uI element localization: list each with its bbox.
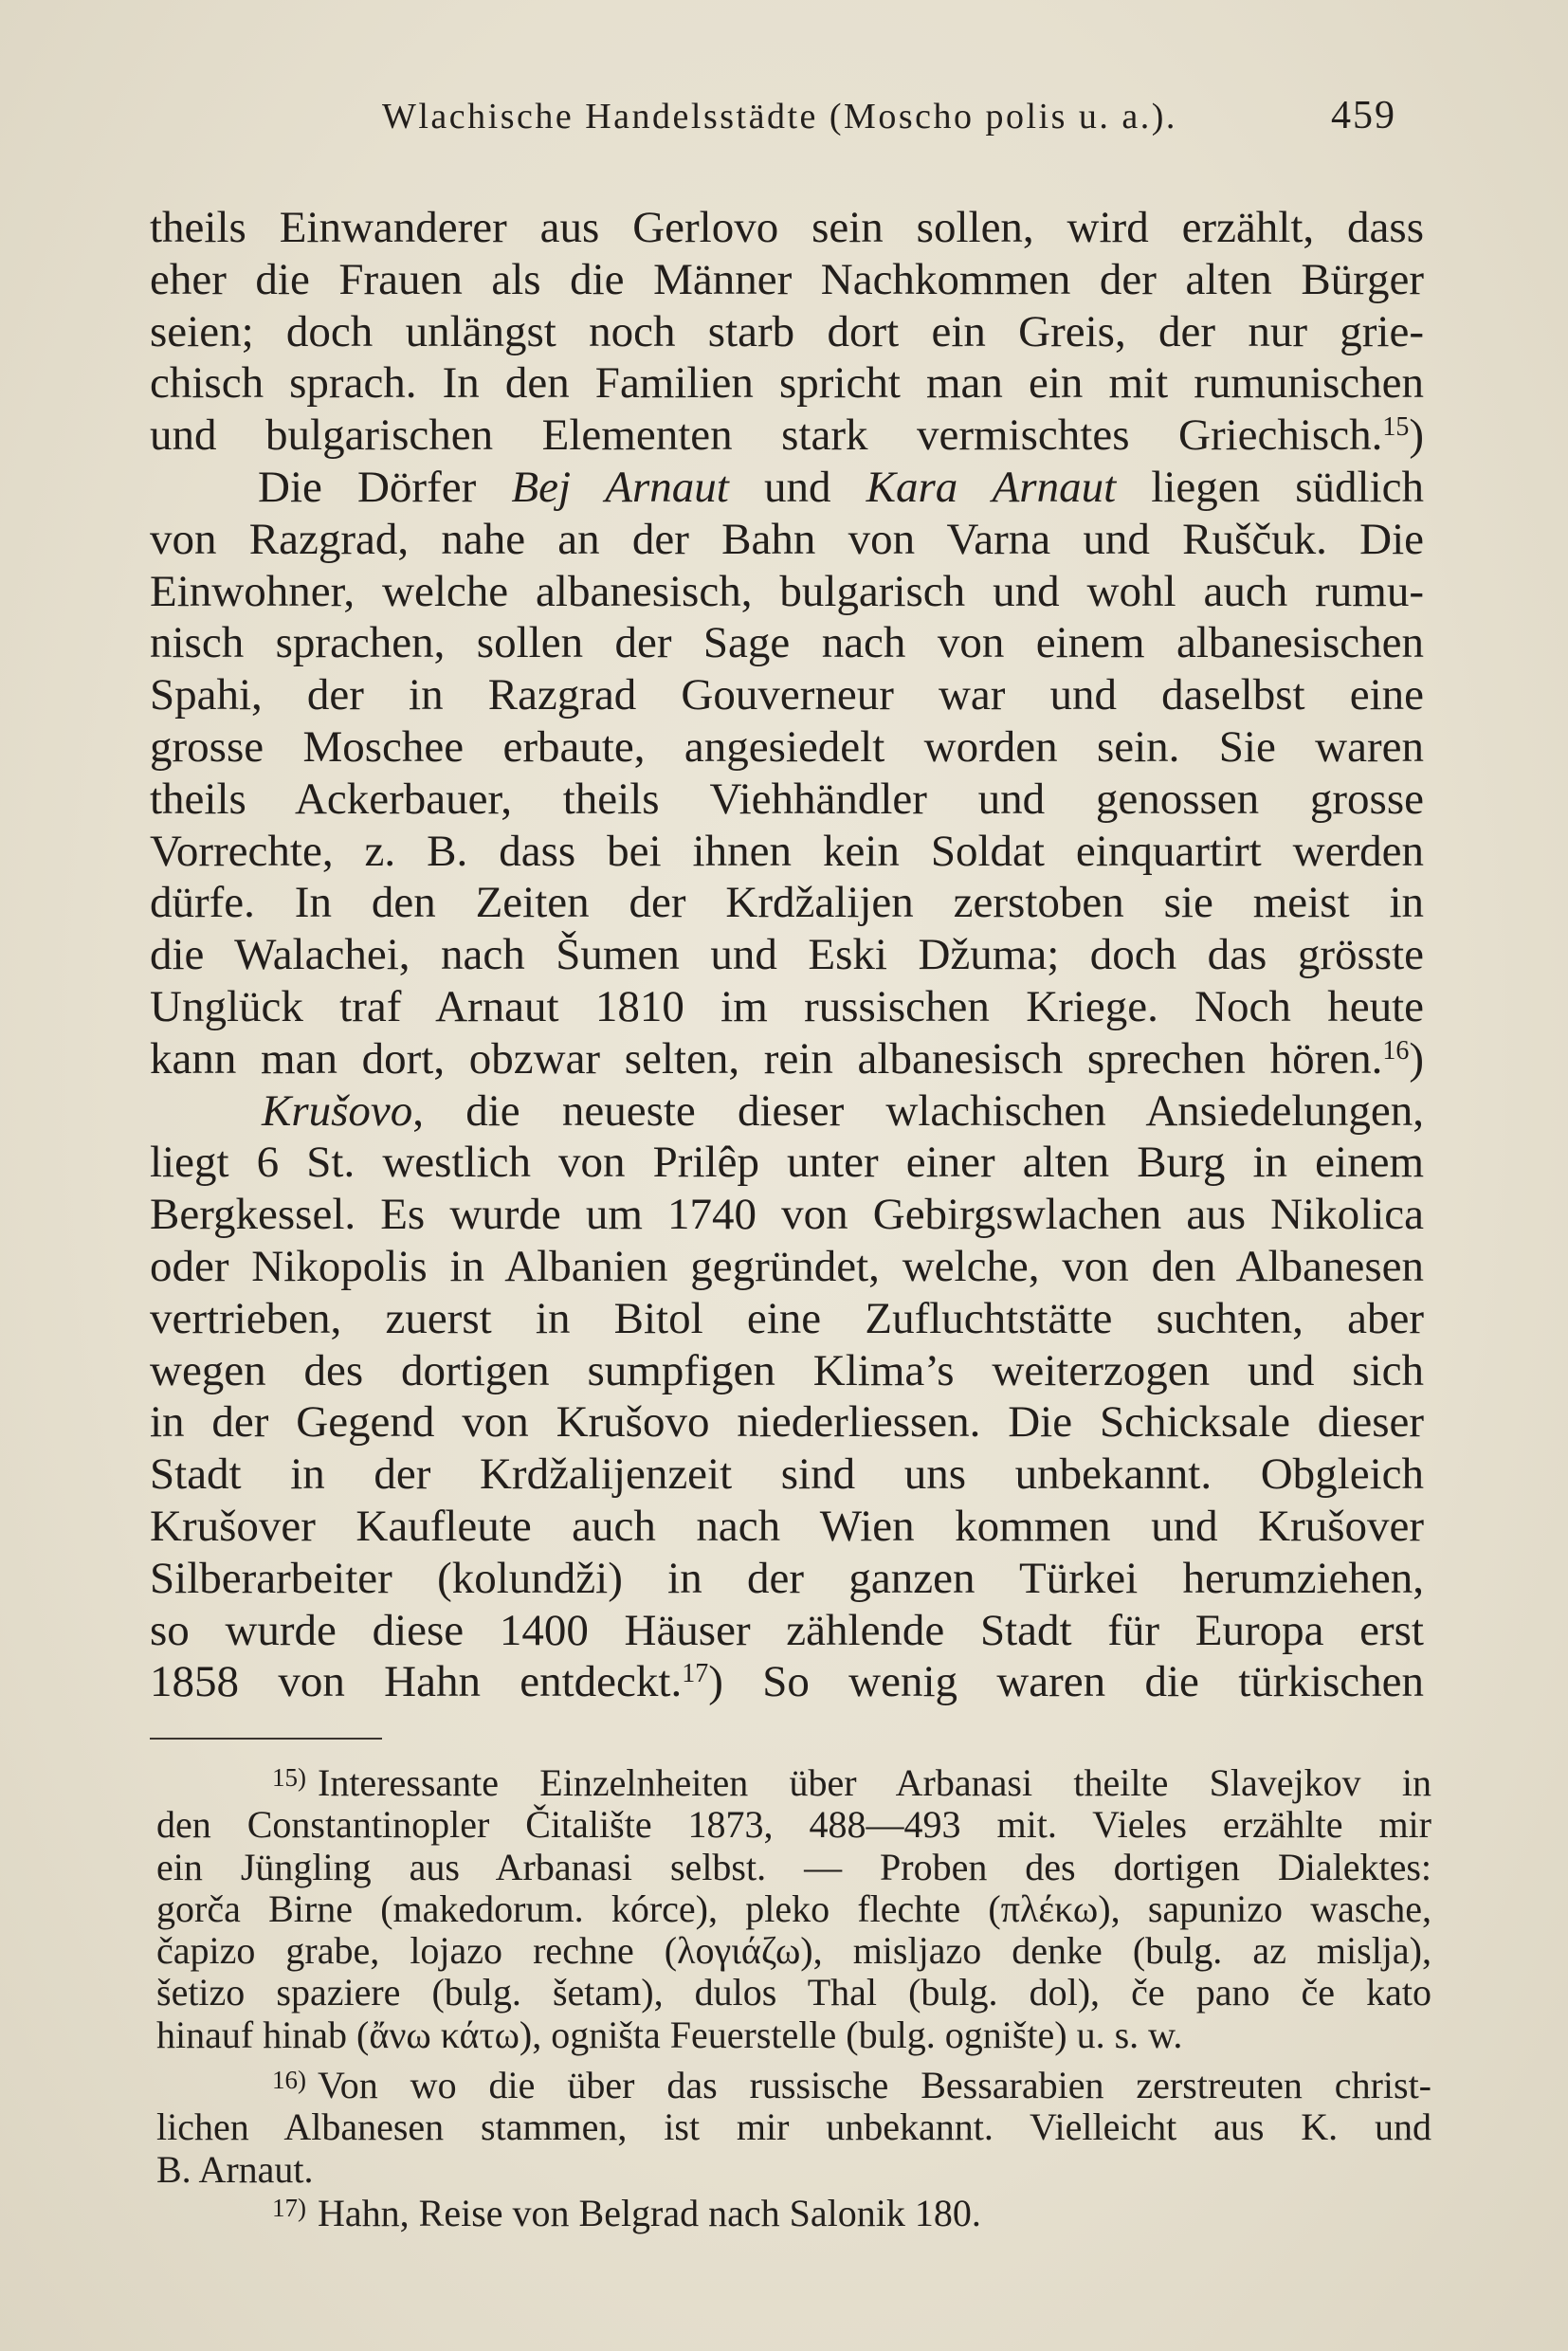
body-line: dürfe. In den Zeiten der Krdžalijen zerstoben sie meist in [150,878,1424,928]
running-title: Wlachische Handelsstädte (Moscho polis u. a.). [382,97,1177,137]
footnote-line [156,2193,1431,2234]
body-line: die Walachei, nach Šumen und Eski Džuma; doch das grösste [150,930,1424,980]
body-text [150,202,1424,1708]
footnote-reference: 17 [682,1659,709,1689]
body-line [150,1085,1424,1138]
footnote-line: čapizo grabe, lojazo rechne (λογιάζω), misljazo denke (bulg. az mislja), [156,1929,1431,1973]
body-line: wegen des dortigen sumpfigen Klima’s weiterzogen und sich [150,1345,1424,1395]
footnote-17 [156,2193,1431,2234]
body-line: Unglück traf Arnaut 1810 im russischen Kriege. Noch heute [150,981,1424,1031]
body-line-text: und [728,462,866,512]
footnote-reference: 15 [1382,412,1410,443]
footnote-separator [150,1738,382,1740]
body-line: nisch sprachen, sollen der Sage nach von einem albanesischen [150,618,1424,668]
body-line: von Razgrad, nahe an der Bahn von Varna und Ruščuk. Die [150,514,1424,564]
body-line-text: liegen südlich [1116,462,1424,512]
body-line [150,1656,1424,1708]
italic-place-name: Kara Arnaut [866,462,1117,512]
body-line: theils Einwanderer aus Gerlovo sein sollen, wird erzählt, dass [150,203,1424,252]
body-line-text: ) So wenig waren die türkischen [708,1657,1424,1707]
body-line: vertrieben, zuerst in Bitol eine Zufluchtstätte suchten, aber [150,1293,1424,1343]
body-line: theils Ackerbauer, theils Viehhändler und genossen grosse [150,774,1424,824]
body-line: grosse Moschee erbaute, angesiedelt worden sein. Sie waren [150,721,1424,772]
footnote-text: Hahn, Reise von Belgrad nach Salonik 180. [318,2192,981,2234]
footnote-label: 16) [272,2066,306,2094]
body-line-text: Die Dörfer [258,462,512,512]
body-line: Krušover Kaufleute auch nach Wien kommen und Krušover [150,1501,1424,1551]
footnote-line [156,1762,1431,1804]
body-line-text: und bulgarischen Elementen stark vermischtes Griechisch. [150,410,1383,461]
body-line: seien; doch unlängst noch starb dort ein Greis, der nur grie- [150,306,1424,356]
italic-place-name: Krušovo [262,1085,413,1136]
body-line: in der Gegend von Krušovo niederliessen. Die Schicksale dieser [150,1397,1424,1448]
body-line-text: 1858 von Hahn entdeckt. [150,1657,683,1707]
footnote-16 [156,2065,1431,2191]
body-line: eher die Frauen als die Männer Nachkommen der alten Bürger [150,254,1424,304]
body-line-text: ) [1409,410,1424,461]
body-line: Bergkessel. Es wurde um 1740 von Gebirgswlachen aus Nikolica [150,1190,1424,1240]
footnote-line: den Constantinopler Čitalište 1873, 488—493 mit. Vieles erzählte mir [156,1803,1431,1847]
body-line [150,462,1424,514]
footnote-line: lichen Albanesen stammen, ist mir unbekannt. Vielleicht aus K. und [156,2105,1431,2149]
footnote-line [156,2065,1431,2106]
body-line: oder Nikopolis in Albanien gegründet, welche, von den Albanesen [150,1241,1424,1291]
page-number: 459 [1331,94,1396,137]
footnote-line: šetizo spaziere (bulg. šetam), dulos Thal (bulg. dol), če pano če kato [156,1971,1431,2014]
footnote-text: Interessante Einzelnheiten über Arbanasi theilte Slavejkov in [318,1761,1431,1804]
footnote-text: Von wo die über das russische Bessarabien zerstreuten christ- [318,2064,1431,2106]
body-line: Vorrechte, z. B. dass bei ihnen kein Soldat einquartirt werden [150,826,1424,876]
body-line: Einwohner, welche albanesisch, bulgarisch und wohl auch rumu- [150,566,1424,616]
footnote-label: 15) [272,1763,306,1792]
body-line [150,1033,1424,1085]
footnote-line: B. Arnaut. [156,2147,314,2191]
body-line: Spahi, der in Razgrad Gouverneur war und daselbst eine [150,670,1424,720]
footnote-line: hinauf hinab (ἄνω κάτω), ogništa Feuerstelle (bulg. ognište) u. s. w. [156,2013,1183,2056]
footnote-line: ein Jüngling aus Arbanasi selbst. — Proben des dortigen Dialektes: [156,1845,1431,1888]
footnote-label: 17) [272,2194,306,2222]
body-line: liegt 6 St. westlich von Prilêp unter einer alten Burg in einem [150,1138,1424,1188]
body-line-text: kann man dort, obzwar selten, rein albanesisch sprechen hören. [150,1033,1383,1084]
footnote-15 [156,1762,1431,2056]
body-line: Stadt in der Krdžalijenzeit sind uns unbekannt. Obgleich [150,1449,1424,1500]
body-line-text: , die neueste dieser wlachischen Ansiedelungen, [412,1085,1424,1136]
body-line: chisch sprach. In den Familien spricht man ein mit rumunischen [150,358,1424,409]
footnote-line: gorča Birne (makedorum. kórce), pleko flechte (πλέκω), sapunizo wasche, [156,1886,1431,1930]
italic-place-name: Bej Arnaut [511,462,729,512]
footnote-reference: 16 [1382,1035,1410,1066]
body-line: so wurde diese 1400 Häuser zählende Stadt für Europa erst [150,1605,1424,1655]
body-line [150,410,1424,462]
body-line-text: ) [1409,1033,1424,1084]
body-line: Silberarbeiter (kolundži) in der ganzen Türkei herumziehen, [150,1553,1424,1603]
